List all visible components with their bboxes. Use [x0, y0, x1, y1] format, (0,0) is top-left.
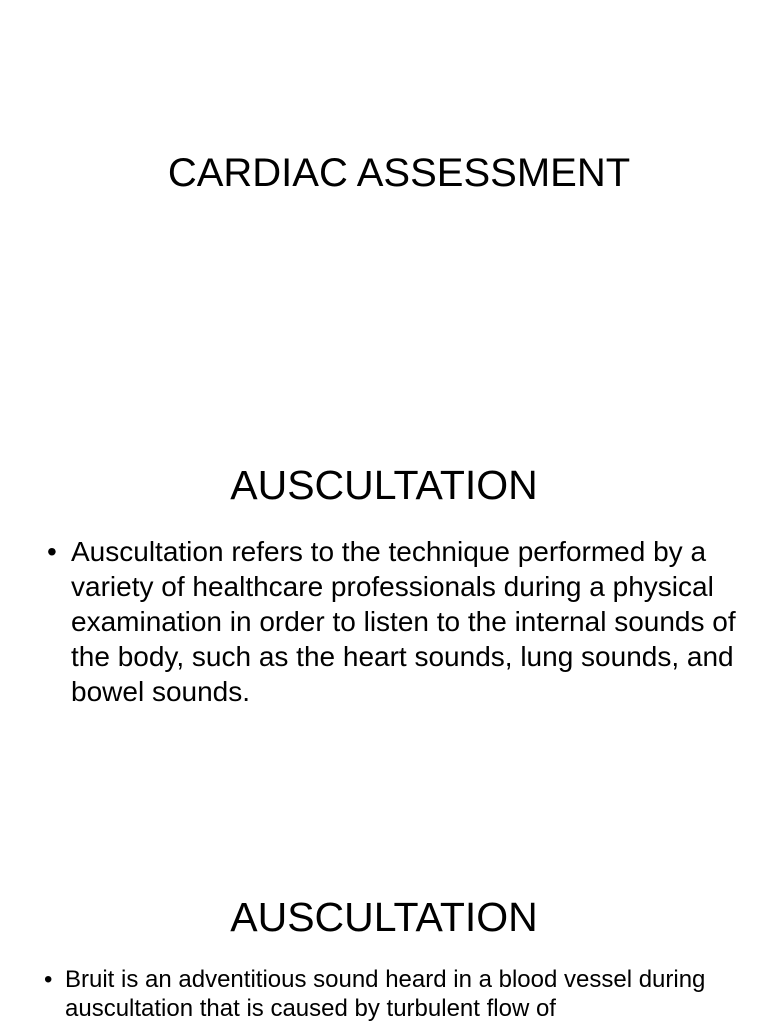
bullet-list: [44, 965, 724, 1023]
bullet-text: Bruit is an adventitious sound heard in a blood vessel during auscultation that is caused by turbulent flow of: [65, 966, 706, 1022]
slide-title: CARDIAC ASSESSMENT: [167, 151, 631, 195]
bullet-icon: •: [44, 966, 53, 993]
bullet-text: Auscultation refers to the technique performed by a variety of healthcare professionals during a physical examination in order to listen to the internal sounds of the body, such as the heart sounds, lung sounds, and bowel sounds.: [71, 536, 736, 707]
bullet-list: [47, 534, 747, 709]
bullet-item: [44, 965, 724, 1023]
bullet-icon: •: [47, 536, 57, 567]
slide-title: AUSCULTATION: [230, 894, 538, 940]
slide-title: AUSCULTATION: [230, 462, 538, 508]
bullet-item: [47, 534, 747, 709]
